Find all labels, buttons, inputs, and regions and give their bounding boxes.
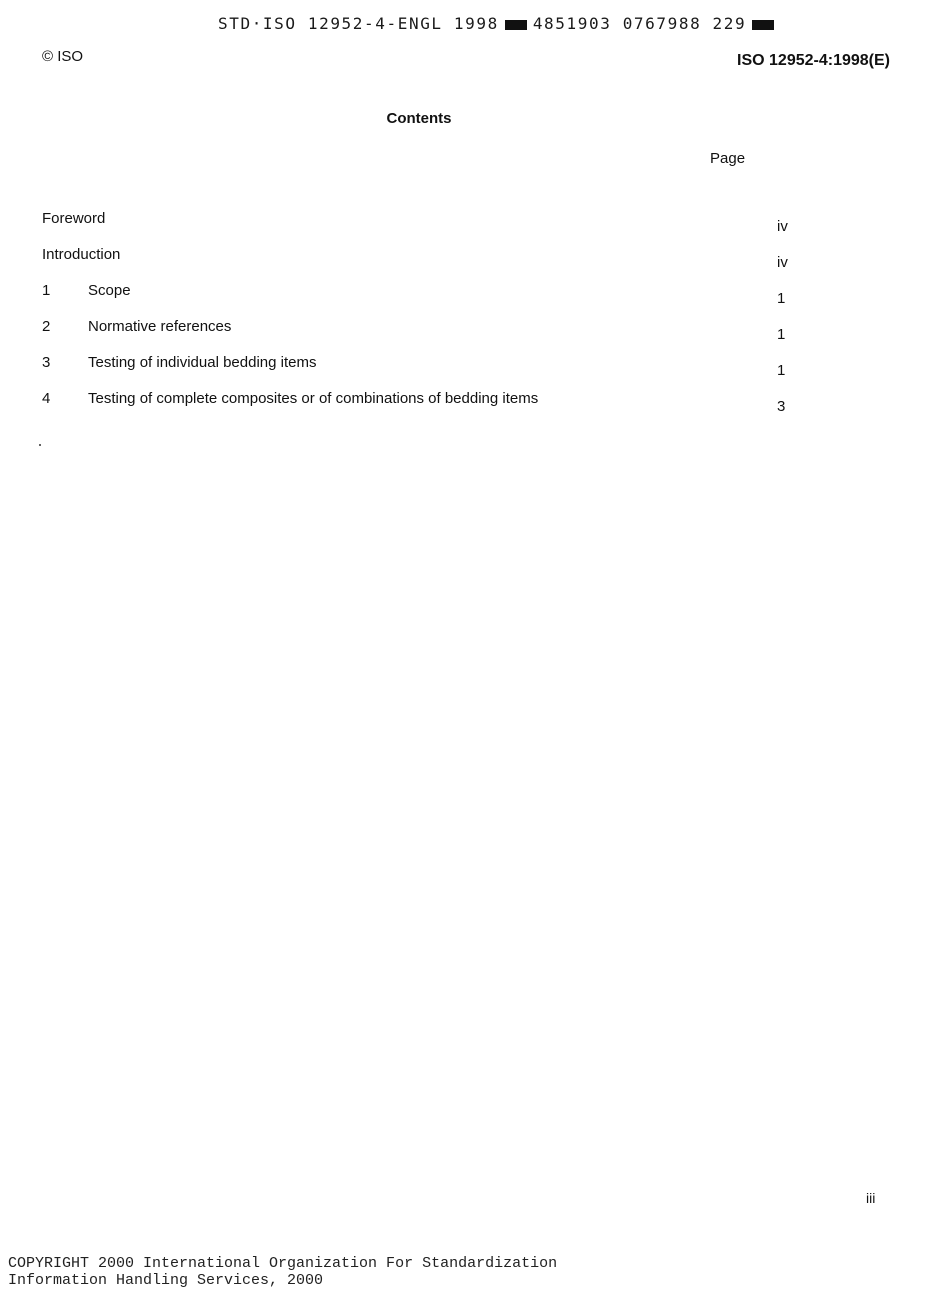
footer-line-2: Information Handling Services, 2000 [8, 1272, 324, 1289]
stamp-code: STD·ISO 12952-4-ENGL 1998 [218, 14, 499, 33]
footer-line-1: COPYRIGHT 2000 International Organization For Standardization [8, 1255, 558, 1272]
toc-entry-title: Testing of complete composites or of combinations of bedding items [88, 390, 539, 407]
toc-entry-introduction[interactable] [42, 246, 802, 282]
stamp-numbers: 4851903 0767988 229 [532, 14, 747, 33]
toc-entry-number: 2 [42, 318, 51, 335]
toc-entry-foreword[interactable] [42, 210, 802, 246]
contents-title: Contents [386, 110, 452, 127]
toc-entry-complete-composites[interactable] [42, 390, 802, 426]
page-column-heading: Page [710, 150, 746, 167]
stamp-block-1 [505, 20, 527, 30]
toc-entry-page: 3 [777, 398, 786, 415]
stamp-block-2 [752, 20, 774, 30]
toc-entry-page: 1 [777, 362, 786, 379]
standard-identifier: ISO 12952-4:1998(E) [737, 52, 890, 69]
toc-entry-page: 1 [777, 326, 786, 343]
toc-entry-page: iv [777, 254, 788, 271]
toc-entry-normative-references[interactable] [42, 318, 802, 354]
toc-entry-title: Testing of individual bedding items [88, 354, 317, 371]
copyright-mark: © ISO [42, 48, 84, 65]
toc-entry-scope[interactable] [42, 282, 802, 318]
toc-entry-number: 1 [42, 282, 51, 299]
copyright-footer [8, 1255, 557, 1289]
toc-entry-page: 1 [777, 290, 786, 307]
toc-entry-title: Scope [88, 282, 131, 299]
toc-entry-number: 4 [42, 390, 51, 407]
scan-stamp [218, 14, 780, 33]
toc-entry-individual-items[interactable] [42, 354, 802, 390]
toc-entry-page: iv [777, 218, 788, 235]
toc-entry-number: 3 [42, 354, 51, 371]
page-number: iii [866, 1190, 876, 1206]
scan-speck [39, 444, 41, 446]
table-of-contents [42, 210, 802, 426]
toc-entry-title: Normative references [88, 318, 232, 335]
toc-entry-title: Foreword [42, 210, 106, 227]
toc-entry-title: Introduction [42, 246, 121, 263]
